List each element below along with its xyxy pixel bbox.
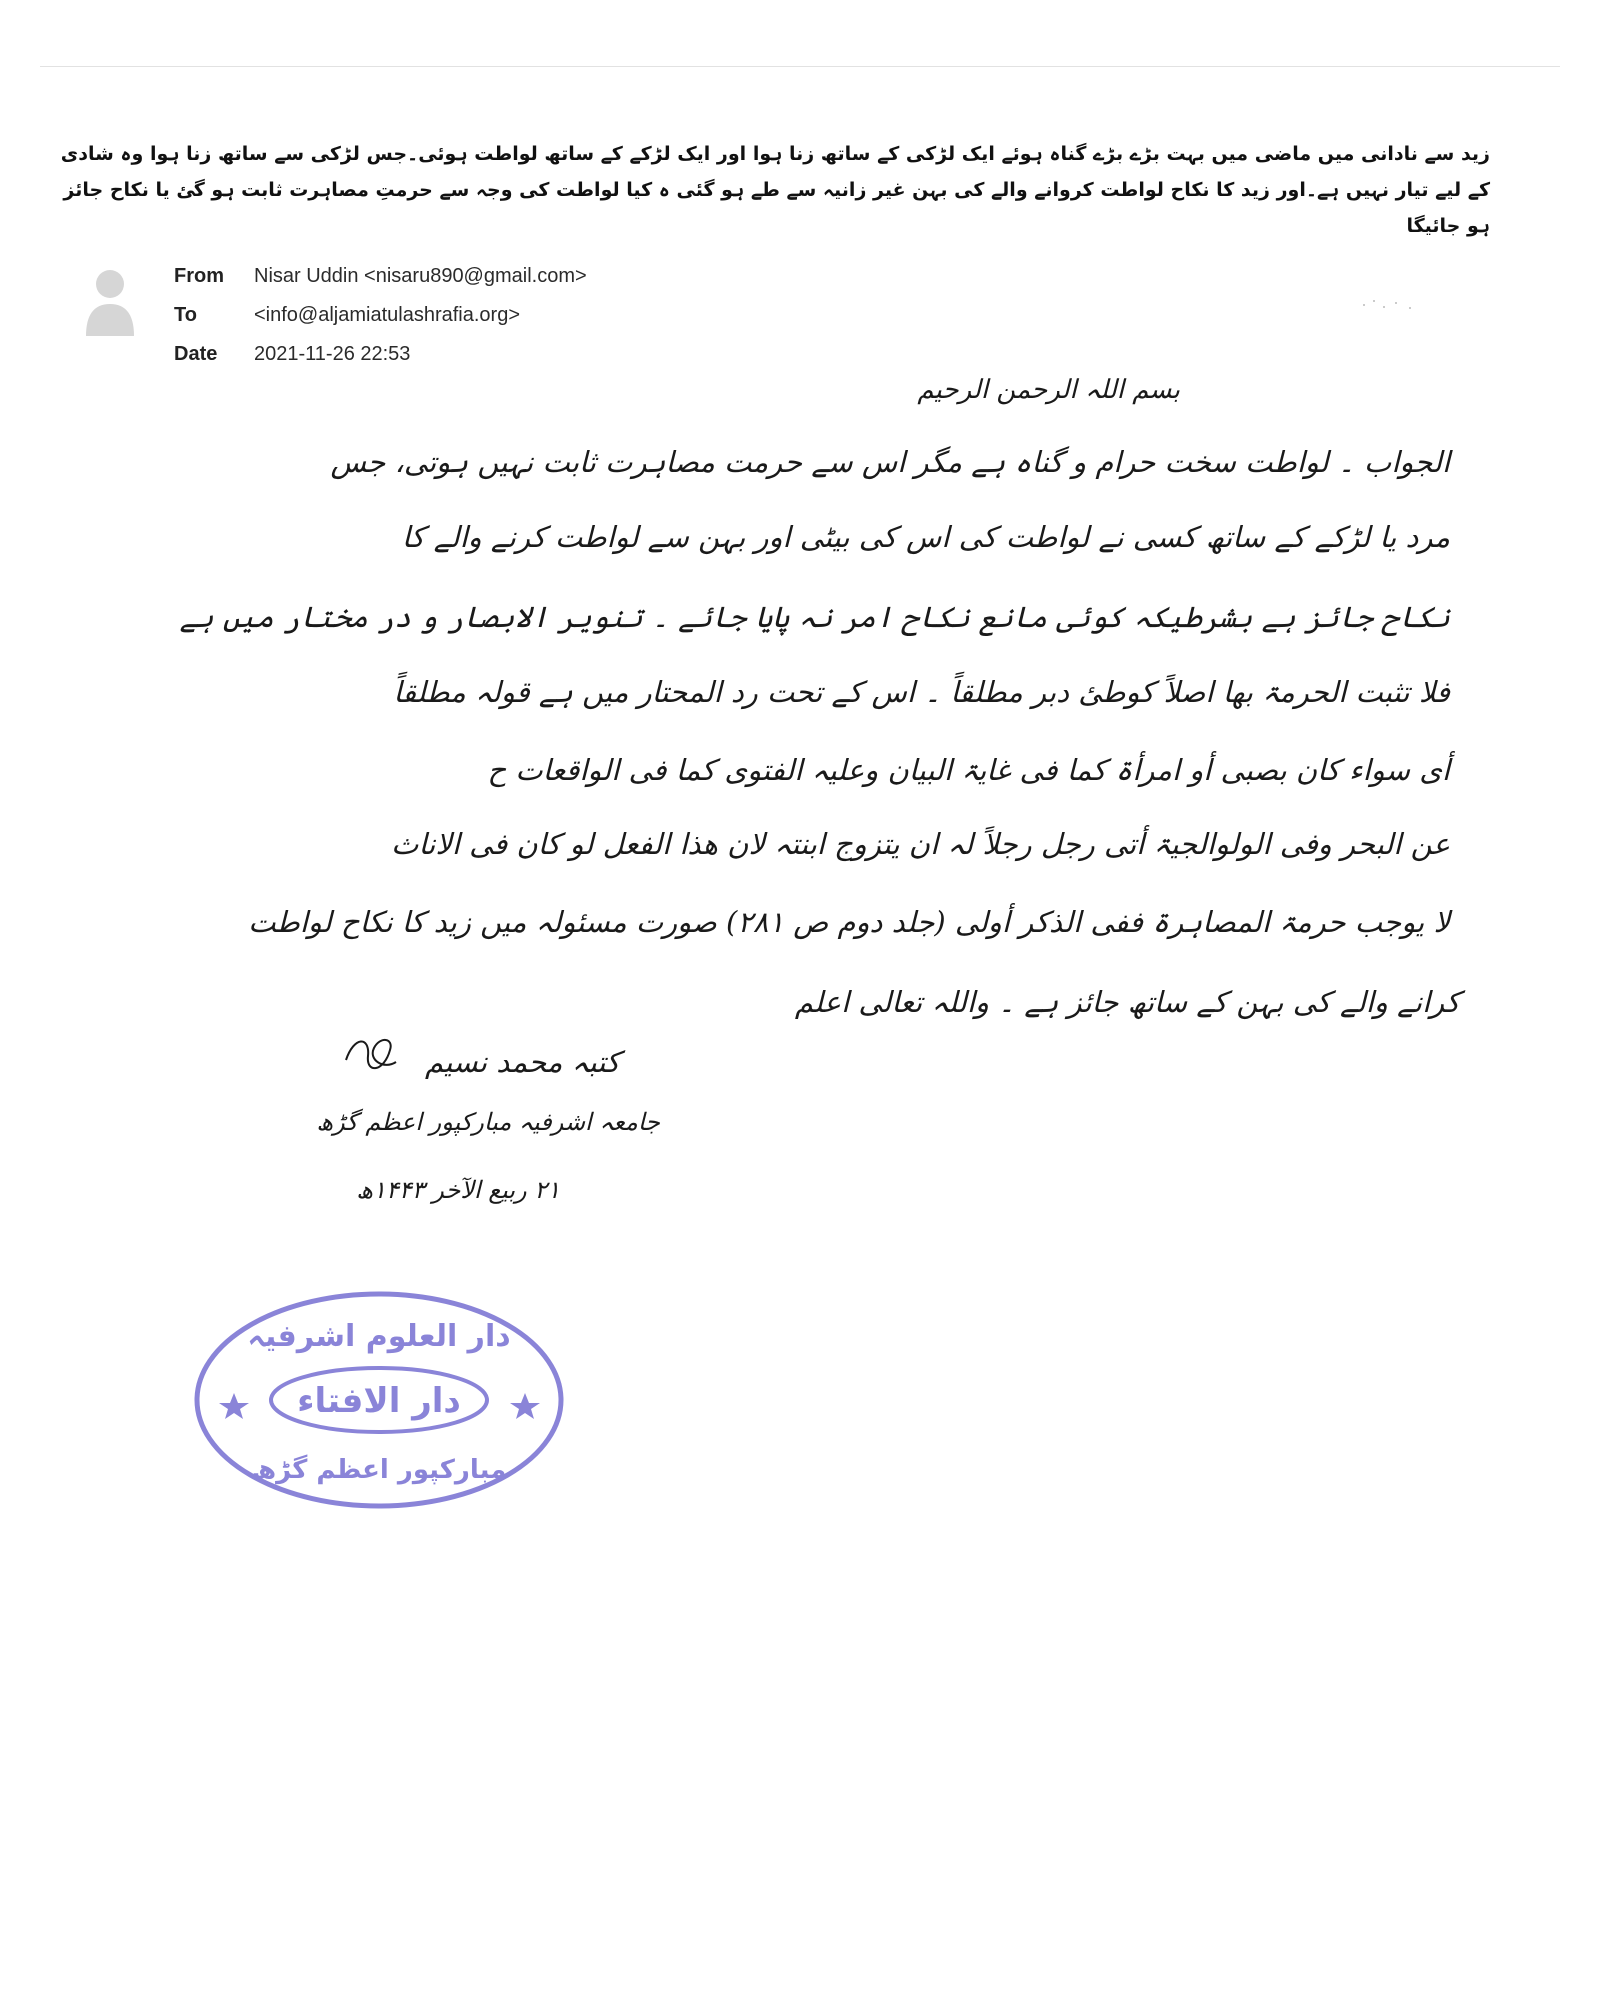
to-label: To: [174, 304, 197, 326]
answer-line-2: مرد یا لڑکے کے ساتھ کسی نے لواطت کی اس کی بیٹی اور بہن سے لواطت کرنے والے کا: [401, 520, 1450, 554]
bismillah-line: بسم اللہ الرحمن الرحیم: [917, 375, 1180, 405]
signature-scribble-icon: [340, 1030, 400, 1080]
stamp-center-text: دار الافتاء: [297, 1381, 461, 1421]
from-label: From: [174, 265, 224, 287]
answer-line-3: نکاح جائز ہے بشرطیکہ کوئی مانع نکاح امر نہ پایا جائے ۔ تنویر الابصار و در مختار میں ہے: [179, 600, 1450, 634]
answer-line-8: کرانے والے کی بہن کے ساتھ جائز ہے ۔ واللہ تعالی اعلم: [794, 985, 1460, 1019]
stamp-top-text: دار العلوم اشرفیہ: [247, 1319, 511, 1354]
stamp-bottom-text: مبارکپور اعظم گڑھ: [251, 1455, 507, 1485]
star-icon: [510, 1393, 540, 1419]
question-text: زید سے نادانی میں ماضی میں بہت بڑے بڑے گناہ ہوئے ایک لڑکی کے ساتھ زنا ہوا اور ایک لڑکے کے ساتھ لواطت ہوئی۔جس لڑکی سے ساتھ زنا ہوا وہ شادی کے لیے تیار نہیں ہے۔اور زید کا نکاح لواطت کروانے والے کی بہن غیر زانیہ سے طے ہو گئی ہ کیا لواطت کی وجہ سے حرمتِ مصاہرت ثابت ہو گئ یا نکاح جائز ہو جائیگا: [60, 143, 1490, 237]
date-value: 2021-11-26 22:53: [254, 343, 411, 365]
star-icon: [219, 1393, 249, 1419]
stamp-graphic: [192, 1288, 567, 1513]
institution-line: جامعہ اشرفیہ مبارکپور اعظم گڑھ: [316, 1108, 660, 1136]
answer-line-7: لا یوجب حرمۃ المصاہرۃ ففی الذکر أولی (جلد دوم ص ۲۸۱) صورت مسئولہ میں زید کا نکاح لواطت: [248, 905, 1450, 939]
answer-line-6: عن البحر وفی الولوالجیۃ أتی رجل رجلاً لہ ان یتزوج ابنتہ لان ھذا الفعل لو کان فی الاناث: [391, 827, 1450, 861]
official-stamp: [192, 1288, 567, 1513]
to-value: <info@aljamiatulashrafia.org>: [254, 304, 521, 326]
answer-line-4: فلا تثبت الحرمۃ بھا اصلاً کوطیٔ دبر مطلقاً ۔ اس کے تحت رد المحتار میں ہے قولہ مطلقاً: [393, 675, 1450, 709]
date-label: Date: [174, 343, 218, 365]
from-value: Nisar Uddin <nisaru890@gmail.com>: [254, 265, 587, 287]
date-hijri-line: ۲۱ ربیع الآخر ۱۴۴۳ھ: [356, 1176, 560, 1204]
answer-line-1: الجواب ۔ لواطت سخت حرام و گناہ ہے مگر اس سے حرمت مصاہرت ثابت نہیں ہوتی، جس: [330, 445, 1450, 479]
signature-name: کتبہ محمد نسیم: [425, 1045, 620, 1079]
answer-line-5: أی سواء کان بصبی أو امرأۃ کما فی غایۃ البیان وعلیہ الفتوی کما فی الواقعات ح: [487, 753, 1450, 787]
